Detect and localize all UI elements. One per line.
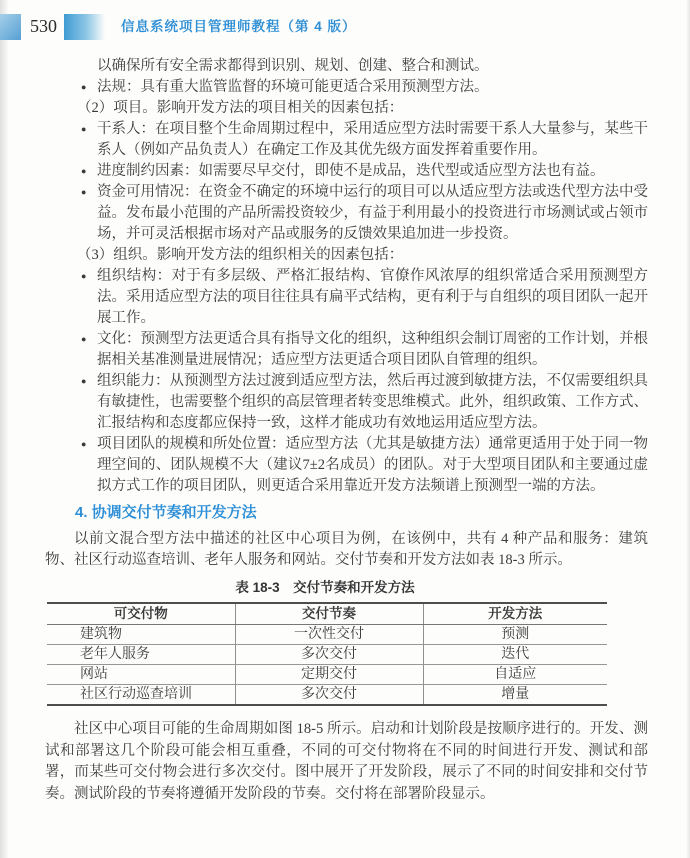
list-item-text: 法规：具有重大监管监督的环境可能更适合采用预测型方法。 — [97, 79, 489, 95]
table-row — [47, 685, 607, 706]
list-item-text: （2）项目。影响开发方法的项目相关的因素包括： — [77, 100, 404, 116]
list-item — [45, 371, 648, 434]
table-cell: 增量 — [423, 685, 607, 706]
table-cell: 预测 — [423, 625, 607, 645]
bullet-icon: ● — [81, 334, 87, 344]
table-cell: 迭代 — [423, 645, 607, 665]
page-header — [0, 0, 690, 40]
table-cell: 多次交付 — [235, 685, 423, 706]
bullet-icon: ● — [81, 82, 87, 92]
list-item — [45, 182, 648, 245]
list-item — [45, 329, 648, 371]
table-cell: 自适应 — [423, 665, 607, 685]
table-cell: 建筑物 — [47, 625, 235, 645]
page-edge-tab — [0, 14, 21, 40]
list-item-continuation — [45, 56, 648, 77]
delivery-cadence-table — [47, 602, 607, 706]
list-item — [45, 266, 648, 329]
bullet-icon: ● — [81, 271, 87, 281]
header-gradient-bar — [64, 14, 105, 40]
bullet-icon: ● — [81, 187, 87, 197]
list-item-text: 文化：预测型方法更适合具有指导文化的组织，这种组织会制订周密的工作计划，并根据相关基准测量进展情况；适应型方法更适合项目团队自管理的组织。 — [97, 331, 648, 368]
table-cell: 网站 — [47, 665, 235, 685]
table-cell: 定期交付 — [235, 665, 423, 685]
list-item-text: 组织结构：对于有多层级、严格汇报结构、官僚作风浓厚的组织常适合采用预测型方法。采用适应型方法的项目往往具有扁平式结构，更有利于与自组织的项目团队一起开展工作。 — [97, 268, 648, 326]
closing-paragraph: 社区中心项目可能的生命周期如图 18-5 所示。启动和计划阶段是按顺序进行的。开发、测试和部署这几个阶段可能会相互重叠，不同的可交付物将在不同的时间进行开发、测试和部署，而某些可交付物会进行多次交付。图中展开了开发阶段，展示了不同的时间安排和交付节奏。测试阶段的节奏将遵循开发阶段的节奏。交付将在部署阶段显示。 — [45, 721, 648, 802]
list-item — [45, 161, 648, 182]
table-cell: 社区行动巡查培训 — [80, 687, 192, 702]
page-body — [0, 40, 690, 805]
list-item — [45, 77, 648, 98]
table-cell: 多次交付 — [235, 645, 423, 665]
page-number: 530 — [30, 16, 57, 36]
table-header-cell: 可交付物 — [47, 603, 235, 625]
list-item-text: 资金可用情况：在资金不确定的环境中运行的项目可以从适应型方法或迭代型方法中受益。发布最小范围的产品所需投资较少，有益于利用最小的投资进行市场测试或占领市场，并可灵活根据市场对产品或服务的反馈效果追加进一步投资。 — [97, 184, 648, 242]
table-header-row — [47, 603, 607, 625]
table-row — [47, 665, 607, 685]
list-item-text: 进度制约因素：如需要尽早交付，即使不是成品，迭代型或适应型方法也有益。 — [97, 163, 605, 179]
list-item — [45, 434, 648, 497]
bullet-icon: ● — [81, 166, 87, 176]
list-item — [45, 119, 648, 161]
list-item-numbered — [45, 245, 648, 266]
table-row — [47, 625, 607, 645]
intro-paragraph: 以前文混合型方法中描述的社区中心项目为例，在该例中，共有 4 种产品和服务：建筑物、社区行动巡查培训、老年人服务和网站。交付节奏和开发方法如表 18-3 所示。 — [45, 531, 648, 568]
table-caption: 表 18-3 交付节奏和开发方法 — [235, 580, 415, 595]
bullet-icon: ● — [81, 376, 87, 386]
bullet-icon: ● — [81, 124, 87, 134]
table-header-cell: 交付节奏 — [235, 603, 423, 625]
table-row — [47, 645, 607, 665]
table-cell: 老年人服务 — [47, 645, 235, 665]
list-item-text: 组织能力：从预测型方法过渡到适应型方法，然后再过渡到敏捷方法，不仅需要组织具有敏捷性，也需要整个组织的高层管理者转变思维模式。此外，组织政策、工作方式、汇报结构和态度都应保持一致，这样才能成功有效地运用适应型方法。 — [97, 373, 648, 431]
table-header-cell: 开发方法 — [423, 603, 607, 625]
list-item-text: 干系人：在项目整个生命周期过程中，采用适应型方法时需要干系人大量参与，某些干系人（例如产品负责人）在确定工作及其优先级方面发挥着重要作用。 — [97, 121, 648, 158]
list-item-text: 以确保所有安全需求都得到识别、规划、创建、整合和测试。 — [97, 58, 489, 74]
list-item-numbered — [45, 98, 648, 119]
section-heading: 4. 协调交付节奏和开发方法 — [75, 504, 257, 521]
list-item-text: （3）组织。影响开发方法的组织相关的因素包括： — [77, 247, 404, 263]
book-title: 信息系统项目管理师教程（第 4 版） — [121, 19, 357, 34]
bullet-icon: ● — [81, 439, 87, 449]
list-item-text: 项目团队的规模和所处位置：适应型方法（尤其是敏捷方法）通常更适用于处于同一物理空间的、团队规模不大（建议7±2名成员）的团队。对于大型项目团队和主要通过虚拟方式工作的项目团队，则更适合采用靠近开发方法频谱上预测型一端的方法。 — [97, 436, 648, 494]
table-cell: 一次性交付 — [235, 625, 423, 645]
